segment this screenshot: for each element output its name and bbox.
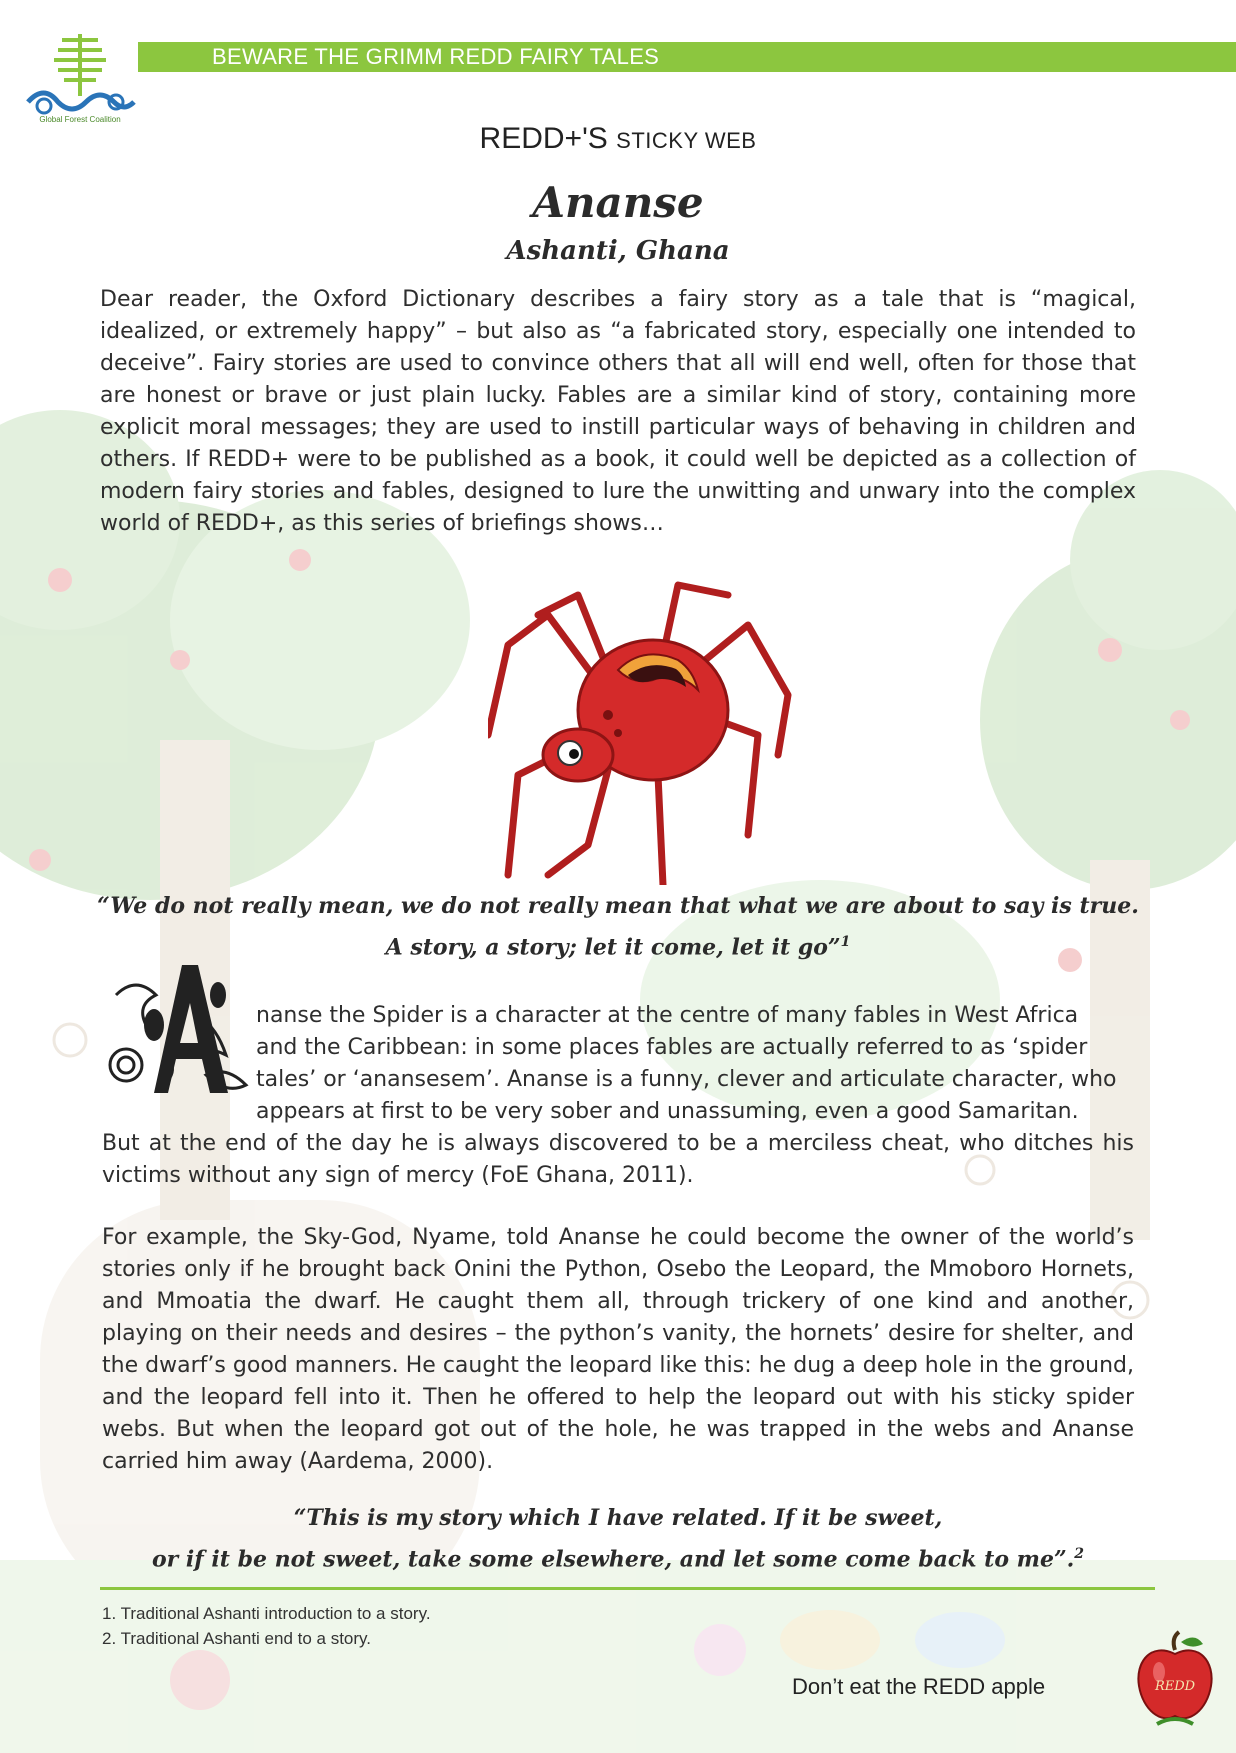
svg-text:A: A [186, 1047, 194, 1058]
opening-quote-line2-text: A story, a story; let it come, let it go” [385, 934, 841, 961]
global-forest-coalition-logo [24, 26, 136, 126]
closing-quote-line1: “This is my story which I have related. If it be sweet, [293, 1505, 943, 1531]
body-paragraph-2: For example, the Sky-God, Nyame, told Ananse he could become the owner of the world’s stories only if he brought back Onini the Python, Osebo the Leopard, the Mmoboro Hornets, and Mmoatia the dwarf. He caught them all, through trickery of one kind and another, playing on their needs and desires – the python’s vanity, the hornets’ desire for shelter, and the dwarf’s good manners. He caught the leopard like this: he dug a deep hole in the ground, and the leopard fell into it. Then he offered to help the leopard out with his sticky spider webs. But when the leopard got out of the hole, he was trapped in the webs and Ananse carried him away (Aardema, 2000). [102, 1225, 1134, 1474]
opening-quote-line1: “We do not really mean, we do not really mean that what we are about to say is true. [97, 893, 1139, 919]
footnote-ref-2: 2 [1074, 1546, 1085, 1562]
intro-paragraph: Dear reader, the Oxford Dictionary describes a fairy story as a tale that is “magical, idealized, or extremely happy” – but also as “a fabricated story, especially one intended to deceive”. Fairy stories are used to convince others that all will end well, often for those that are honest or brave or just plain lucky. Fables are a similar kind of story, containing more explicit moral messages; they are used to instill particular ways of behaving in children and others. If REDD+ were to be published as a book, it could well be depicted as a collection of modern fairy stories and fables, designed to lure the unwitting and unwary into the complex world of REDD+, as this series of briefings shows… [100, 287, 1136, 536]
body-paragraph-1 [102, 1000, 1134, 1192]
page-title: Ananse [532, 178, 704, 227]
kicker-main: REDD+'S [479, 122, 608, 155]
svg-text:Global Forest Coalition: Global Forest Coalition [39, 115, 121, 124]
body-paragraph-1-rest: But at the end of the day he is always discovered to be a merciless cheat, who ditches his victims without any sign of mercy (FoE Ghana, 2011). [102, 1131, 1134, 1188]
footnote-ref-1: 1 [840, 934, 851, 950]
body-line-3: tales’ or ‘anansesem’. Ananse is a funny, clever and articulate character, who [256, 1067, 1117, 1092]
header-banner-text: BEWARE THE GRIMM REDD FAIRY TALES [212, 44, 660, 69]
redd-apple-icon [1135, 1628, 1215, 1728]
svg-text:REDD: REDD [1154, 1679, 1196, 1694]
body-line-2: and the Caribbean: in some places fables are actually referred to as ‘spider [256, 1035, 1088, 1060]
footer-tagline: Don’t eat the REDD apple [792, 1674, 1046, 1699]
body-line-4: appears at first to be very sober and unassuming, even a good Samaritan. [256, 1099, 1079, 1124]
closing-quote-line2-text: or if it be not sweet, take some elsewhere, and let some come back to me”. [151, 1546, 1075, 1573]
body-line-1: nanse the Spider is a character at the centre of many fables in West Africa [256, 1003, 1079, 1028]
kicker-small: STICKY WEB [616, 128, 757, 153]
section-kicker [0, 122, 1236, 156]
footnote-2: 2. Traditional Ashanti end to a story. [102, 1629, 372, 1648]
spider-icon [488, 575, 793, 885]
footnote-divider [100, 1587, 1155, 1590]
footnote-1: 1. Traditional Ashanti introduction to a story. [102, 1604, 431, 1623]
opening-quote [0, 888, 1236, 965]
closing-quote-line2 [0, 1536, 1236, 1577]
closing-quote [0, 1500, 1236, 1577]
header-banner [138, 42, 1236, 72]
page-subtitle: Ashanti, Ghana [506, 236, 730, 266]
